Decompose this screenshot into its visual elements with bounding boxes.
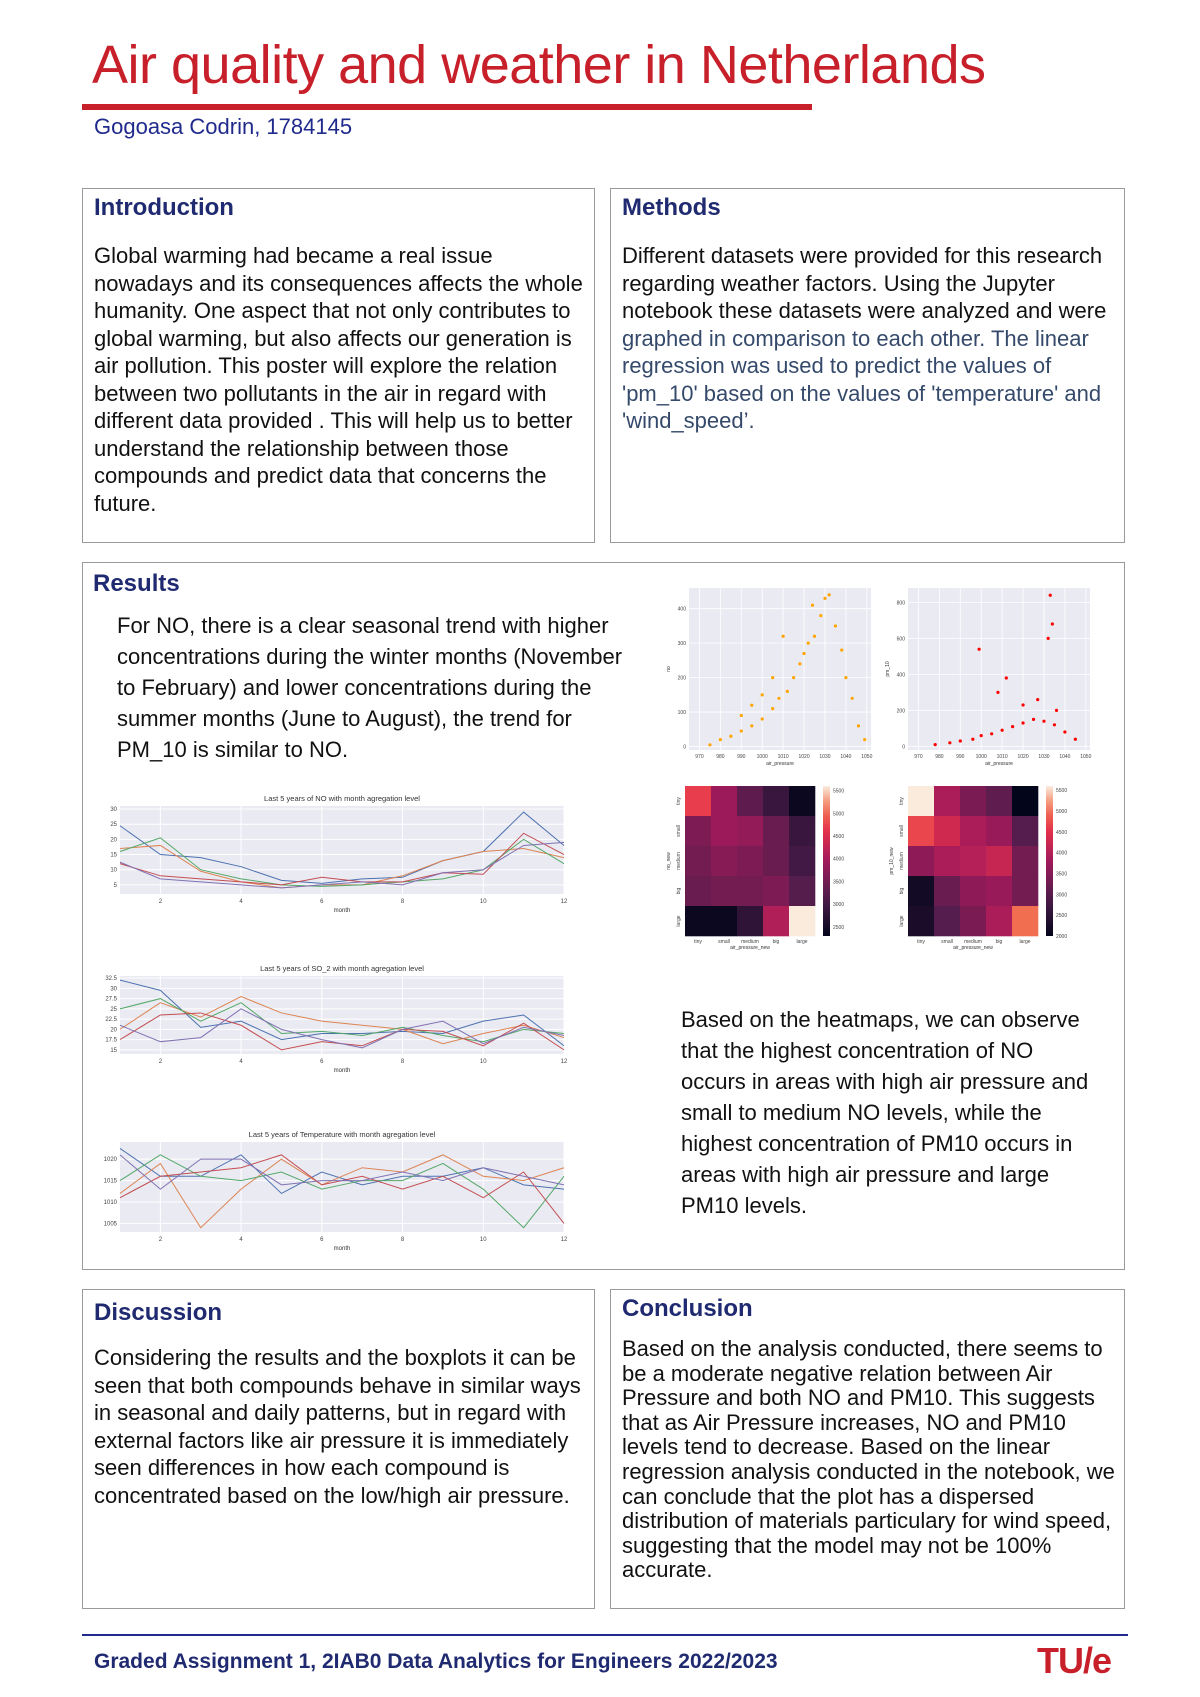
x-tick-label: 10: [479, 1237, 487, 1243]
y-tick-label: 20: [110, 837, 117, 844]
y-tick-label: 30: [110, 807, 117, 814]
y-tick-label: 400: [677, 606, 686, 613]
footer-rule: [82, 1634, 1128, 1636]
heatmap-cell: [934, 786, 960, 816]
colorbar-tick-label: 5500: [1056, 788, 1068, 795]
x-axis-label: air_pressure: [985, 761, 1013, 767]
data-point: [786, 690, 789, 693]
data-point: [792, 676, 795, 679]
heatmap-cell: [908, 906, 934, 936]
x-tick-label: 1030: [819, 754, 831, 760]
heatmap-cell: [908, 876, 934, 906]
heatmap-cell: [685, 906, 711, 936]
y-tick-label: 15: [110, 852, 117, 859]
heatmap-cell: [737, 846, 763, 876]
temperature-monthly-chart: [92, 1124, 572, 1256]
heatmap-cell: [960, 906, 986, 936]
x-tick-label: small: [718, 939, 730, 945]
data-point: [771, 707, 774, 710]
x-tick-label: 4: [239, 1059, 243, 1065]
data-point: [971, 738, 974, 741]
heatmap-cell: [737, 786, 763, 816]
y-tick-label: 800: [896, 600, 905, 607]
x-tick-label: 6: [320, 899, 324, 905]
conclusion-text: Based on the analysis conducted, there seems to be a moderate negative relation between Air Pressure and both NO and PM10. This suggests that as Air Pressure increases, NO and PM10 levels tend to decrease. Based on the linear regression analysis conducted in the notebook, we can conclude that the plot has a dispersed distribution of materials particulary for wind speed, suggesting that the model may not be 100% accurate.: [622, 1336, 1115, 1583]
x-tick-label: 970: [695, 754, 704, 760]
x-tick-label: 10: [479, 1059, 487, 1065]
title-underline: [82, 104, 812, 110]
data-point: [750, 724, 753, 727]
x-axis-label: month: [333, 1068, 351, 1074]
x-tick-label: 1000: [975, 754, 987, 760]
conclusion-heading: Conclusion: [622, 1295, 753, 1322]
data-point: [813, 635, 816, 638]
footer-text: Graded Assignment 1, 2IAB0 Data Analytics for Engineers 2022/2023: [94, 1650, 778, 1673]
y-tick-label: 0: [683, 744, 686, 751]
y-tick-label: 200: [677, 675, 686, 682]
colorbar-tick-label: 2500: [833, 924, 845, 931]
x-tick-label: 970: [914, 754, 923, 760]
data-point: [1011, 725, 1014, 728]
data-point: [1036, 698, 1039, 701]
heatmap-cell: [1012, 906, 1038, 936]
data-point: [1047, 637, 1050, 640]
data-point: [1055, 709, 1058, 712]
data-point: [729, 735, 732, 738]
y-tick-label: 5: [113, 882, 117, 889]
data-point: [740, 714, 743, 717]
plot-area: [120, 1142, 564, 1232]
pm10-pressure-scatter: [882, 584, 1094, 770]
tue-logo: TU/e: [1037, 1640, 1112, 1681]
data-point: [978, 648, 981, 651]
methods-text-part-a: Different datasets were provided for this research regarding weather factors. Using the Jupyter notebook these datasets were analyzed and were: [622, 243, 1107, 323]
x-tick-label: 1050: [1080, 754, 1092, 760]
data-point: [1074, 738, 1077, 741]
data-point: [834, 624, 837, 627]
x-tick-label: 1040: [840, 754, 852, 760]
y-tick-label: 22.5: [105, 1017, 117, 1024]
chart-title: Last 5 years of SO_2 with month agregation level: [260, 964, 424, 973]
x-tick-label: 12: [560, 1059, 568, 1065]
x-tick-label: 12: [560, 899, 568, 905]
y-tick-label: 10: [110, 867, 117, 874]
colorbar-tick-label: 2000: [1056, 934, 1068, 940]
y-tick-label: tiny: [899, 797, 905, 805]
data-point: [948, 741, 951, 744]
x-tick-label: 10: [479, 899, 487, 905]
colorbar-tick-label: 3500: [833, 879, 845, 886]
x-tick-label: 980: [935, 754, 944, 760]
heatmap-cell: [763, 876, 789, 906]
discussion-heading: Discussion: [94, 1299, 223, 1326]
data-point: [719, 738, 722, 741]
pm10-heatmap: [886, 782, 1102, 962]
heatmap-cell: [960, 876, 986, 906]
discussion-text: Considering the results and the boxplots it can be seen that both compounds behave in similar ways in seasonal and daily patterns, but in regard with external factors like air pressure it is immediately seen differences in how each compound is concentrated based on the low/high air pressure.: [94, 1345, 581, 1508]
heatmap-cell: [986, 876, 1012, 906]
x-axis-label: month: [333, 1246, 351, 1252]
x-tick-label: 12: [560, 1237, 568, 1243]
x-tick-label: 4: [239, 899, 243, 905]
colorbar-tick-label: 5500: [833, 788, 845, 795]
plot-area: [908, 588, 1090, 750]
heatmap-cell: [789, 846, 815, 876]
no-heatmap: [663, 782, 879, 962]
y-tick-label: 1010: [103, 1200, 117, 1206]
data-point: [1032, 718, 1035, 721]
data-point: [840, 648, 843, 651]
data-point: [996, 691, 999, 694]
y-tick-label: 1015: [103, 1178, 117, 1185]
heatmap-cell: [711, 786, 737, 816]
data-point: [802, 652, 805, 655]
data-point: [934, 743, 937, 746]
author-line: Gogoasa Codrin, 1784145: [94, 114, 353, 139]
y-tick-label: 27.5: [105, 996, 117, 1003]
y-tick-label: small: [676, 825, 682, 837]
data-point: [980, 734, 983, 737]
heatmap-cell: [934, 876, 960, 906]
x-tick-label: 8: [400, 1059, 405, 1065]
heatmap-cell: [763, 816, 789, 846]
x-tick-label: tiny: [917, 939, 925, 945]
results-text-bottom: Based on the heatmaps, we can observe that the highest concentration of NO occurs in areas with high air pressure and small to medium NO levels, while the highest concentration of PM10 occurs in areas with high air pressure and large PM10 levels.: [681, 1007, 1089, 1218]
chart-title: Last 5 years of NO with month agregation level: [264, 794, 420, 803]
x-tick-label: 1020: [1017, 754, 1029, 760]
y-tick-label: 25: [110, 1006, 117, 1013]
x-tick-label: large: [1019, 939, 1031, 945]
heatmap-cell: [908, 786, 934, 816]
data-point: [1042, 720, 1045, 723]
x-axis-label: air_pressure: [766, 761, 794, 767]
heatmap-cell: [789, 906, 815, 936]
y-tick-label: 0: [902, 744, 905, 751]
so2-monthly-chart: [92, 958, 572, 1078]
y-tick-label: 200: [896, 708, 905, 715]
y-tick-label: big: [899, 887, 905, 895]
plot-area: [689, 588, 871, 750]
poster-title: Air quality and weather in Netherlands: [92, 35, 986, 95]
heatmap-cell: [908, 846, 934, 876]
heatmap-cell: [685, 876, 711, 906]
x-tick-label: medium: [741, 939, 759, 945]
x-tick-label: 1040: [1059, 754, 1071, 760]
colorbar: [1046, 786, 1053, 936]
conclusion-panel: [610, 1289, 1125, 1609]
data-point: [990, 732, 993, 735]
results-heading: Results: [93, 570, 180, 597]
heatmap-cell: [711, 906, 737, 936]
colorbar-tick-label: 2500: [1056, 913, 1068, 920]
y-tick-label: 20: [110, 1027, 117, 1034]
colorbar-tick-label: 4000: [1056, 850, 1068, 857]
no-monthly-chart: [92, 788, 572, 918]
heatmap-cell: [711, 876, 737, 906]
heatmap-cell: [934, 906, 960, 936]
data-point: [782, 635, 785, 638]
data-point: [708, 743, 711, 746]
data-point: [1021, 703, 1024, 706]
data-point: [857, 724, 860, 727]
y-tick-label: 1020: [103, 1157, 117, 1164]
x-tick-label: 4: [239, 1237, 243, 1243]
colorbar-tick-label: 4500: [1056, 829, 1068, 836]
data-point: [1063, 730, 1066, 733]
heatmap-cell: [908, 816, 934, 846]
y-axis-label: no: [666, 666, 672, 672]
heatmap-cell: [1012, 876, 1038, 906]
y-tick-label: 25: [110, 822, 117, 829]
methods-text-part-b: graphed in comparison to each other. The linear regression was used to predict the values of 'pm_10' based on the values of 'temperature' and 'wind_speed’.: [622, 325, 1102, 433]
data-point: [761, 693, 764, 696]
heatmap-cell: [1012, 846, 1038, 876]
data-point: [819, 614, 822, 617]
x-tick-label: 1010: [996, 754, 1008, 760]
colorbar-tick-label: 3000: [833, 902, 845, 909]
y-tick-label: 100: [677, 710, 686, 717]
data-point: [798, 662, 801, 665]
y-tick-label: 32.5: [105, 976, 117, 983]
data-point: [740, 729, 743, 732]
heatmap-cell: [986, 906, 1012, 936]
data-point: [1051, 622, 1054, 625]
heatmap-cell: [737, 816, 763, 846]
colorbar-tick-label: 4000: [833, 856, 845, 863]
y-tick-label: large: [899, 915, 905, 927]
heatmap-cell: [685, 816, 711, 846]
x-tick-label: 1030: [1038, 754, 1050, 760]
heatmap-cell: [737, 906, 763, 936]
colorbar-tick-label: 3500: [1056, 871, 1068, 878]
y-tick-label: medium: [676, 852, 682, 870]
heatmap-cell: [986, 786, 1012, 816]
x-tick-label: 2: [158, 899, 163, 905]
heatmap-cell: [711, 846, 737, 876]
data-point: [777, 697, 780, 700]
heatmap-cell: [1012, 816, 1038, 846]
x-axis-label: air_pressure_new: [953, 945, 993, 951]
heatmap-cell: [763, 846, 789, 876]
y-axis-label: pm_10: [885, 661, 891, 677]
heatmap-cell: [934, 816, 960, 846]
y-tick-label: large: [676, 915, 682, 927]
heatmap-cell: [1012, 786, 1038, 816]
discussion-panel: [82, 1289, 595, 1609]
data-point: [1053, 723, 1056, 726]
x-tick-label: 980: [716, 754, 725, 760]
x-tick-label: 1000: [756, 754, 768, 760]
x-tick-label: large: [796, 939, 808, 945]
x-tick-label: small: [941, 939, 953, 945]
colorbar: [823, 786, 830, 936]
x-axis-label: air_pressure_new: [730, 945, 770, 951]
data-point: [851, 697, 854, 700]
heatmap-cell: [711, 816, 737, 846]
heatmap-cell: [960, 816, 986, 846]
introduction-panel: [82, 188, 595, 543]
heatmap-cell: [685, 846, 711, 876]
data-point: [1021, 721, 1024, 724]
heatmap-cell: [737, 876, 763, 906]
methods-heading: Methods: [622, 194, 721, 221]
heatmap-cell: [763, 786, 789, 816]
data-point: [959, 739, 962, 742]
y-tick-label: tiny: [676, 797, 682, 805]
data-point: [807, 642, 810, 645]
colorbar-tick-label: 4500: [833, 834, 845, 840]
y-tick-label: small: [899, 825, 905, 837]
x-tick-label: 1010: [777, 754, 789, 760]
heatmap-cell: [960, 846, 986, 876]
y-tick-label: 600: [896, 636, 905, 643]
colorbar-tick-label: 5000: [833, 811, 845, 818]
data-point: [844, 676, 847, 679]
y-tick-label: 400: [896, 672, 905, 679]
colorbar-tick-label: 5000: [1056, 809, 1068, 815]
x-tick-label: 1050: [861, 754, 873, 760]
data-point: [761, 717, 764, 720]
data-point: [863, 738, 866, 741]
heatmap-cell: [763, 906, 789, 936]
heatmap-cell: [685, 786, 711, 816]
y-tick-label: 15: [110, 1047, 117, 1054]
x-tick-label: 1020: [798, 754, 810, 760]
y-axis-label: no_new: [666, 852, 672, 870]
introduction-heading: Introduction: [94, 194, 234, 221]
data-point: [1005, 676, 1008, 679]
x-tick-label: 8: [400, 1237, 405, 1243]
x-axis-label: month: [333, 908, 351, 914]
heatmap-cell: [960, 786, 986, 816]
y-tick-label: 300: [677, 641, 686, 648]
data-point: [828, 593, 831, 596]
data-point: [1049, 594, 1052, 597]
y-axis-label: pm_10_new: [889, 847, 895, 875]
x-tick-label: 990: [737, 754, 746, 760]
data-point: [811, 604, 814, 607]
x-tick-label: medium: [964, 939, 982, 945]
x-tick-label: 990: [956, 754, 965, 760]
results-text-top: For NO, there is a clear seasonal trend with higher concentrations during the winter months (November to February) and lower concentrations during the summer months (June to August), the trend for PM_10 is similar to NO.: [117, 613, 623, 762]
y-tick-label: medium: [899, 852, 905, 870]
x-tick-label: tiny: [694, 939, 702, 945]
no-pressure-scatter: [663, 584, 875, 770]
x-tick-label: big: [995, 939, 1003, 945]
y-tick-label: 1005: [103, 1221, 117, 1228]
y-tick-label: 17.5: [105, 1037, 117, 1044]
x-tick-label: 8: [400, 899, 405, 905]
data-point: [750, 704, 753, 707]
methods-text: [622, 242, 1120, 435]
x-tick-label: big: [772, 939, 780, 945]
data-point: [771, 676, 774, 679]
chart-title: Last 5 years of Temperature with month agregation level: [248, 1130, 436, 1139]
methods-panel: [610, 188, 1125, 543]
y-tick-label: 30: [110, 986, 117, 993]
heatmap-cell: [986, 816, 1012, 846]
heatmap-cell: [789, 816, 815, 846]
x-tick-label: 6: [320, 1059, 324, 1065]
x-tick-label: 2: [158, 1237, 163, 1243]
x-tick-label: 6: [320, 1237, 324, 1243]
introduction-text: Global warming had became a real issue nowadays and its consequences affects the whole humanity. One aspect that not only contributes to global warming, but also affects our generation is air pollution. This poster will explore the relation between two pollutants in the air in regard with different data provided . This will help us to better understand the relationship between those compounds and predict data that concerns the future.: [94, 243, 583, 516]
y-tick-label: big: [676, 887, 682, 895]
heatmap-cell: [789, 876, 815, 906]
heatmap-cell: [789, 786, 815, 816]
data-point: [823, 597, 826, 600]
heatmap-cell: [986, 846, 1012, 876]
x-tick-label: 2: [158, 1059, 163, 1065]
heatmap-cell: [934, 846, 960, 876]
data-point: [1001, 729, 1004, 732]
colorbar-tick-label: 3000: [1056, 892, 1068, 899]
